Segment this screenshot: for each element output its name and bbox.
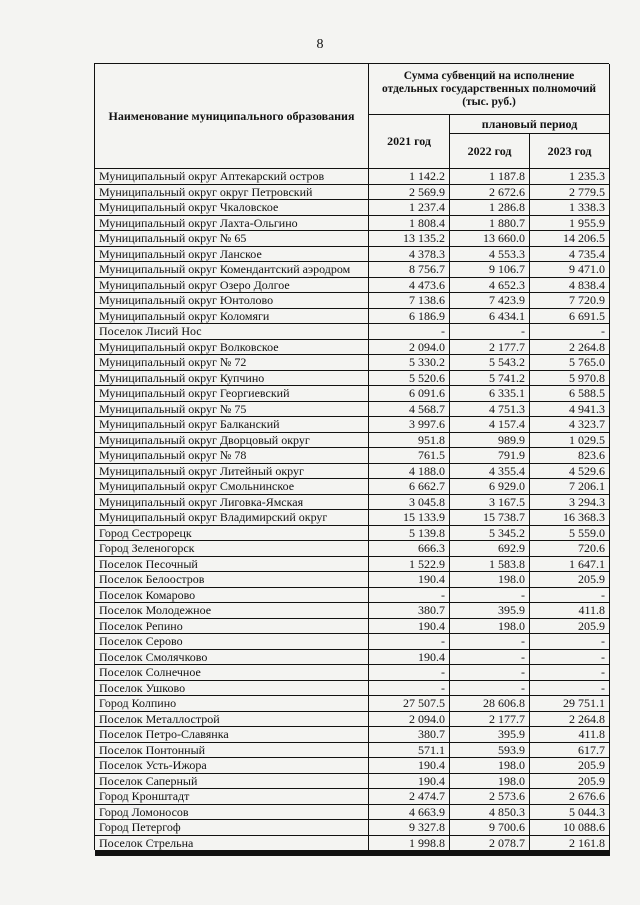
municipality-name-cell: Поселок Понтонный — [95, 743, 369, 759]
amount-2021-cell: 15 133.9 — [369, 510, 450, 526]
amount-2021-cell: 571.1 — [369, 743, 450, 759]
amount-2023-cell: 3 294.3 — [530, 495, 610, 511]
municipality-name-cell: Муниципальный округ Владимирский округ — [95, 510, 369, 526]
municipality-name-cell: Поселок Солнечное — [95, 665, 369, 681]
amount-2023-cell: 4 941.3 — [530, 402, 610, 418]
amount-2022-cell: 4 751.3 — [450, 402, 530, 418]
amount-2021-cell: 1 142.2 — [369, 169, 450, 185]
column-header-2023: 2023 год — [530, 134, 610, 169]
amount-2023-cell: 205.9 — [530, 619, 610, 635]
page-number: 8 — [316, 37, 324, 52]
amount-2021-cell: 190.4 — [369, 619, 450, 635]
municipality-name-cell: Поселок Стрельна — [95, 836, 369, 852]
amount-2022-cell: 198.0 — [450, 774, 530, 790]
amount-2021-cell: - — [369, 681, 450, 697]
amount-2022-cell: 4 553.3 — [450, 247, 530, 263]
amount-2021-cell: 761.5 — [369, 448, 450, 464]
amount-2022-cell: 7 423.9 — [450, 293, 530, 309]
amount-2023-cell: 2 264.8 — [530, 712, 610, 728]
municipality-name-cell: Муниципальный округ № 72 — [95, 355, 369, 371]
amount-2021-cell: 3 997.6 — [369, 417, 450, 433]
amount-2021-cell: - — [369, 634, 450, 650]
amount-2023-cell: 205.9 — [530, 758, 610, 774]
amount-2022-cell: 6 434.1 — [450, 309, 530, 325]
amount-2023-cell: 205.9 — [530, 774, 610, 790]
amount-2023-cell: 29 751.1 — [530, 696, 610, 712]
amount-2023-cell: 4 735.4 — [530, 247, 610, 263]
amount-2021-cell: 380.7 — [369, 603, 450, 619]
amount-2023-cell: 7 720.9 — [530, 293, 610, 309]
municipality-name-cell: Поселок Металлострой — [95, 712, 369, 728]
amount-2022-cell: - — [450, 665, 530, 681]
amount-2022-cell: 593.9 — [450, 743, 530, 759]
amount-2022-cell: 1 187.8 — [450, 169, 530, 185]
amount-2023-cell: - — [530, 634, 610, 650]
amount-2023-cell: - — [530, 665, 610, 681]
amount-2023-cell: 4 838.4 — [530, 278, 610, 294]
amount-2022-cell: - — [450, 681, 530, 697]
amount-2022-cell: 4 355.4 — [450, 464, 530, 480]
municipality-name-cell: Муниципальный округ Дворцовый округ — [95, 433, 369, 449]
amount-2023-cell: 1 235.3 — [530, 169, 610, 185]
municipality-name-cell: Муниципальный округ Юнтолово — [95, 293, 369, 309]
municipality-name-cell: Город Зеленогорск — [95, 541, 369, 557]
amount-2021-cell: 7 138.6 — [369, 293, 450, 309]
column-header-planning-period: плановый период — [450, 115, 610, 134]
amount-2023-cell: 5 559.0 — [530, 526, 610, 542]
amount-2022-cell: 1 880.7 — [450, 216, 530, 232]
amount-2023-cell: 1 338.3 — [530, 200, 610, 216]
amount-2021-cell: - — [369, 324, 450, 340]
municipality-name-cell: Поселок Ушково — [95, 681, 369, 697]
amount-2021-cell: 2 094.0 — [369, 340, 450, 356]
amount-2021-cell: 1 998.8 — [369, 836, 450, 852]
amount-2021-cell: 190.4 — [369, 650, 450, 666]
amount-2023-cell: 1 029.5 — [530, 433, 610, 449]
municipality-name-cell: Муниципальный округ Лахта-Ольгино — [95, 216, 369, 232]
amount-2023-cell: 5 970.8 — [530, 371, 610, 387]
amount-2022-cell: 989.9 — [450, 433, 530, 449]
amount-2022-cell: 791.9 — [450, 448, 530, 464]
amount-2023-cell: 14 206.5 — [530, 231, 610, 247]
amount-2023-cell: - — [530, 650, 610, 666]
amount-2021-cell: 380.7 — [369, 727, 450, 743]
amount-2021-cell: 3 045.8 — [369, 495, 450, 511]
amount-2023-cell: 617.7 — [530, 743, 610, 759]
amount-2021-cell: 6 186.9 — [369, 309, 450, 325]
municipality-name-cell: Муниципальный округ № 78 — [95, 448, 369, 464]
amount-2022-cell: 198.0 — [450, 619, 530, 635]
amount-2021-cell: 1 237.4 — [369, 200, 450, 216]
amount-2023-cell: 411.8 — [530, 603, 610, 619]
amount-2021-cell: 2 474.7 — [369, 789, 450, 805]
amount-2023-cell: 823.6 — [530, 448, 610, 464]
amount-2022-cell: 3 167.5 — [450, 495, 530, 511]
municipality-name-cell: Поселок Лисий Нос — [95, 324, 369, 340]
amount-2023-cell: 4 323.7 — [530, 417, 610, 433]
amount-2021-cell: 5 330.2 — [369, 355, 450, 371]
amount-2022-cell: 6 929.0 — [450, 479, 530, 495]
amount-2022-cell — [450, 855, 530, 856]
amount-2021-cell: 13 135.2 — [369, 231, 450, 247]
amount-2022-cell: 1 286.8 — [450, 200, 530, 216]
municipality-name-cell: Муниципальный округ № 65 — [95, 231, 369, 247]
amount-2023-cell: 16 368.3 — [530, 510, 610, 526]
municipality-name-cell: Муниципальный округ округ Петровский — [95, 185, 369, 201]
amount-2021-cell: 5 520.6 — [369, 371, 450, 387]
amount-2021-cell: 8 756.7 — [369, 262, 450, 278]
municipality-name-cell: Муниципальный округ Чкаловское — [95, 200, 369, 216]
column-header-2022: 2022 год — [450, 134, 530, 169]
amount-2023-cell: 2 161.8 — [530, 836, 610, 852]
municipality-name-cell: Город Ломоносов — [95, 805, 369, 821]
amount-2021-cell: 1 808.4 — [369, 216, 450, 232]
amount-2021-cell: 190.4 — [369, 572, 450, 588]
amount-2022-cell: 13 660.0 — [450, 231, 530, 247]
amount-2023-cell: 2 779.5 — [530, 185, 610, 201]
municipality-name-cell: Поселок Саперный — [95, 774, 369, 790]
amount-2023-cell: 5 044.3 — [530, 805, 610, 821]
amount-2021-cell: - — [369, 588, 450, 604]
amount-2021-cell: 2 569.9 — [369, 185, 450, 201]
amount-2023-cell: 7 206.1 — [530, 479, 610, 495]
amount-2021-cell: 190.4 — [369, 758, 450, 774]
amount-2022-cell: 2 672.6 — [450, 185, 530, 201]
amount-2022-cell: - — [450, 634, 530, 650]
amount-2021-cell: 190.4 — [369, 774, 450, 790]
amount-2022-cell: 2 177.7 — [450, 340, 530, 356]
municipality-name-cell: Муниципальный округ Комендантский аэродром — [95, 262, 369, 278]
municipality-name-cell: Муниципальный округ Лиговка-Ямская — [95, 495, 369, 511]
municipality-name-cell: Поселок Белоостров — [95, 572, 369, 588]
amount-2022-cell: 5 741.2 — [450, 371, 530, 387]
amount-2022-cell: 15 738.7 — [450, 510, 530, 526]
municipality-name-cell: Город Сестрорецк — [95, 526, 369, 542]
amount-2023-cell: 2 676.6 — [530, 789, 610, 805]
amount-2022-cell: 4 850.3 — [450, 805, 530, 821]
amount-2022-cell: 9 106.7 — [450, 262, 530, 278]
amount-2022-cell: 692.9 — [450, 541, 530, 557]
municipality-name-cell: Муниципальный округ Озеро Долгое — [95, 278, 369, 294]
amount-2021-cell: - — [369, 665, 450, 681]
amount-2021-cell: 4 568.7 — [369, 402, 450, 418]
column-header-subsidy-sum: Сумма субвенций на исполнение отдельных государственных полномочий (тыс. руб.) — [369, 64, 610, 115]
amount-2022-cell: - — [450, 650, 530, 666]
municipality-name-cell: Поселок Усть-Ижора — [95, 758, 369, 774]
column-header-2021: 2021 год — [369, 115, 450, 169]
amount-2022-cell: 395.9 — [450, 603, 530, 619]
municipality-name-cell: Муниципальный округ Балканский — [95, 417, 369, 433]
amount-2023-cell: 4 529.6 — [530, 464, 610, 480]
amount-2022-cell: 2 177.7 — [450, 712, 530, 728]
amount-2023-cell: 411.8 — [530, 727, 610, 743]
municipality-name-cell: Муниципальный округ Литейный округ — [95, 464, 369, 480]
amount-2023-cell: - — [530, 588, 610, 604]
amount-2023-cell: 1 955.9 — [530, 216, 610, 232]
amount-2021-cell: 4 378.3 — [369, 247, 450, 263]
amount-2023-cell: 1 647.1 — [530, 557, 610, 573]
amount-2022-cell: 5 345.2 — [450, 526, 530, 542]
amount-2022-cell: 4 157.4 — [450, 417, 530, 433]
column-header-municipality: Наименование муниципального образования — [95, 64, 369, 169]
municipality-name-cell: Муниципальный округ Волковское — [95, 340, 369, 356]
amount-2023-cell: 6 588.5 — [530, 386, 610, 402]
amount-2023-cell: 720.6 — [530, 541, 610, 557]
amount-2022-cell: 6 335.1 — [450, 386, 530, 402]
amount-2022-cell: 1 583.8 — [450, 557, 530, 573]
subsidy-table — [94, 63, 609, 850]
amount-2021-cell: 4 663.9 — [369, 805, 450, 821]
amount-2022-cell: 28 606.8 — [450, 696, 530, 712]
municipality-name-cell: Муниципальный округ Аптекарский остров — [95, 169, 369, 185]
amount-2022-cell: - — [450, 588, 530, 604]
amount-2023-cell — [530, 855, 610, 856]
municipality-name-cell: Поселок Молодежное — [95, 603, 369, 619]
municipality-name-cell: Город Кронштадт — [95, 789, 369, 805]
municipality-name-cell: Муниципальный округ Коломяги — [95, 309, 369, 325]
municipality-name-cell: Поселок Серово — [95, 634, 369, 650]
amount-2021-cell: 4 473.6 — [369, 278, 450, 294]
municipality-name-cell — [95, 855, 369, 856]
amount-2023-cell: 10 088.6 — [530, 820, 610, 836]
amount-2022-cell: 9 700.6 — [450, 820, 530, 836]
amount-2021-cell: 5 139.8 — [369, 526, 450, 542]
municipality-name-cell: Муниципальный округ Георгиевский — [95, 386, 369, 402]
amount-2021-cell: 6 091.6 — [369, 386, 450, 402]
municipality-name-cell: Муниципальный округ Ланское — [95, 247, 369, 263]
amount-2021-cell: 2 094.0 — [369, 712, 450, 728]
amount-2021-cell — [369, 855, 450, 856]
amount-2022-cell: 2 573.6 — [450, 789, 530, 805]
amount-2022-cell: - — [450, 324, 530, 340]
amount-2023-cell: 205.9 — [530, 572, 610, 588]
municipality-name-cell: Муниципальный округ Смольнинское — [95, 479, 369, 495]
amount-2021-cell: 9 327.8 — [369, 820, 450, 836]
municipality-name-cell: Поселок Песочный — [95, 557, 369, 573]
amount-2023-cell: 9 471.0 — [530, 262, 610, 278]
amount-2022-cell: 2 078.7 — [450, 836, 530, 852]
municipality-name-cell: Поселок Репино — [95, 619, 369, 635]
amount-2023-cell: - — [530, 681, 610, 697]
municipality-name-cell: Город Колпино — [95, 696, 369, 712]
amount-2021-cell: 1 522.9 — [369, 557, 450, 573]
amount-2023-cell: 2 264.8 — [530, 340, 610, 356]
amount-2022-cell: 198.0 — [450, 758, 530, 774]
municipality-name-cell: Муниципальный округ № 75 — [95, 402, 369, 418]
municipality-name-cell: Муниципальный округ Купчино — [95, 371, 369, 387]
amount-2021-cell: 6 662.7 — [369, 479, 450, 495]
amount-2021-cell: 666.3 — [369, 541, 450, 557]
amount-2023-cell: 6 691.5 — [530, 309, 610, 325]
amount-2023-cell: 5 765.0 — [530, 355, 610, 371]
amount-2022-cell: 5 543.2 — [450, 355, 530, 371]
amount-2021-cell: 4 188.0 — [369, 464, 450, 480]
amount-2022-cell: 198.0 — [450, 572, 530, 588]
amount-2021-cell: 27 507.5 — [369, 696, 450, 712]
amount-2022-cell: 4 652.3 — [450, 278, 530, 294]
amount-2021-cell: 951.8 — [369, 433, 450, 449]
amount-2023-cell: - — [530, 324, 610, 340]
municipality-name-cell: Поселок Петро-Славянка — [95, 727, 369, 743]
municipality-name-cell: Поселок Смолячково — [95, 650, 369, 666]
municipality-name-cell: Поселок Комарово — [95, 588, 369, 604]
amount-2022-cell: 395.9 — [450, 727, 530, 743]
municipality-name-cell: Город Петергоф — [95, 820, 369, 836]
